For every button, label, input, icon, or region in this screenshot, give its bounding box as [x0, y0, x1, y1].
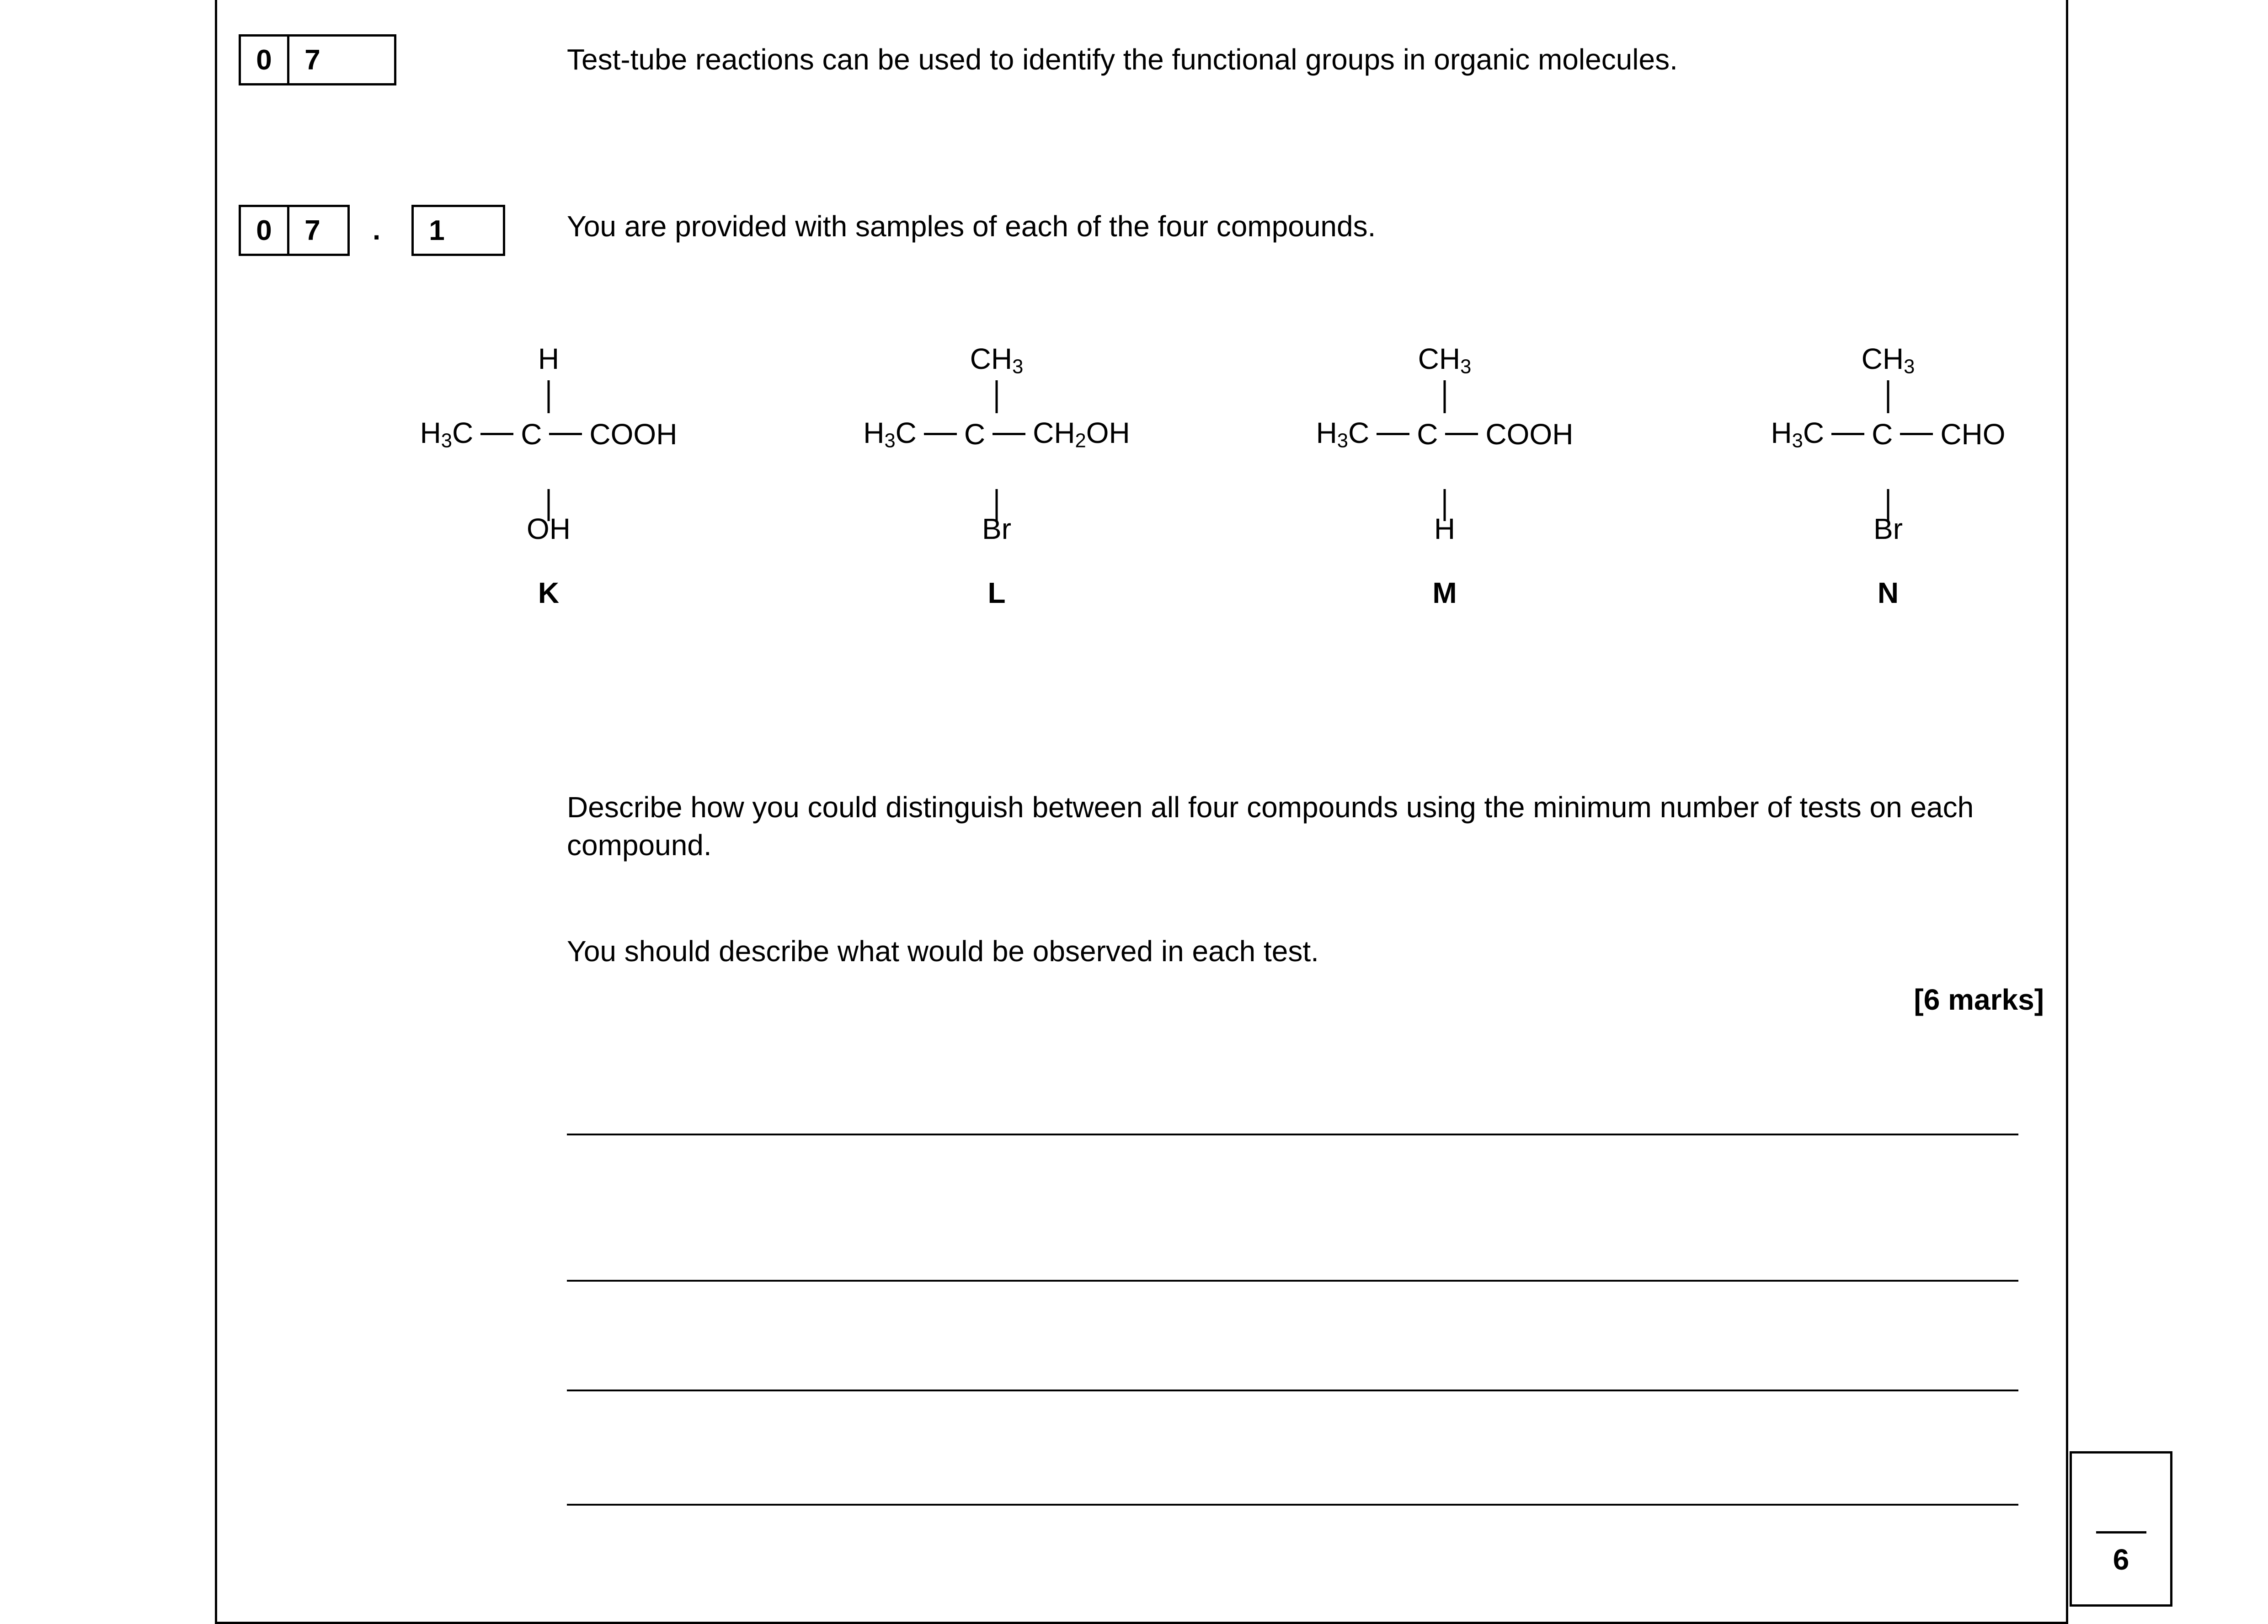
structure-k-bond-left: [480, 433, 513, 435]
page-frame-lower: [215, 1234, 2068, 1624]
structure-k: [329, 338, 768, 667]
structure-n-right-group: CHO: [1940, 417, 2006, 451]
structure-m: [1225, 338, 1664, 667]
structure-k-bond-right: [549, 433, 582, 435]
subquestion-dot: .: [373, 214, 381, 246]
structure-n-main-chain: [1669, 416, 2108, 453]
structure-l-top-group: $CH_3$: [970, 342, 1024, 378]
question-digit-2: 7: [287, 37, 336, 83]
structure-k-top-group: [329, 342, 768, 376]
answer-line-2[interactable]: [567, 1280, 2018, 1282]
answer-line-1[interactable]: [567, 1134, 2018, 1135]
structure-k-right-group: COOH: [589, 417, 678, 451]
structure-m-main-chain: [1225, 416, 1664, 453]
structure-n-left-group: $H_3C$: [1771, 416, 1825, 452]
structure-k-top-text: H: [538, 342, 560, 375]
structure-n-centre-atom: C: [1872, 417, 1893, 451]
question-stem: Test-tube reactions can be used to identify the functional groups in organic molecules.: [567, 43, 1678, 76]
structure-m-bond-right: [1445, 433, 1478, 435]
question-number-box: [239, 34, 396, 85]
structure-l-label: L: [987, 576, 1006, 609]
structure-n-bond-up: [1887, 380, 1889, 413]
structure-l-bond-right: [993, 433, 1025, 435]
subquestion-part-digit: 1: [429, 214, 445, 246]
structure-n: [1669, 338, 2108, 667]
structure-k-centre-atom: C: [521, 417, 542, 451]
structure-diagram-row: [293, 338, 2057, 667]
structure-n-bond-left: [1831, 433, 1864, 435]
marks-total-value: 6: [2113, 1543, 2129, 1576]
instruction-observe: You should describe what would be observed in each test.: [567, 935, 1319, 968]
structure-m-bottom-group: H: [1434, 512, 1456, 545]
marks-total-divider: [2096, 1531, 2146, 1533]
structure-l-bond-left: [924, 433, 957, 435]
structure-n-label: N: [1877, 576, 1899, 609]
structure-l-right-group: $CH_2OH$: [1033, 416, 1130, 452]
structure-k-label: K: [538, 576, 560, 609]
structure-n-top-group: $CH_3$: [1861, 342, 1915, 378]
subquestion-part-box: [411, 205, 505, 256]
subquestion-digit-2: 7: [287, 207, 336, 254]
marks-allocation: [6 marks]: [1914, 983, 2044, 1016]
structure-m-centre-atom: C: [1417, 417, 1438, 451]
structure-m-right-group: COOH: [1485, 417, 1574, 451]
question-digit-1: 0: [256, 44, 272, 76]
subquestion-number-box: [239, 205, 350, 256]
marks-total-box: [2070, 1451, 2172, 1607]
structure-l-main-chain: [777, 416, 1216, 453]
structure-k-bond-up: [548, 380, 550, 413]
structure-l-left-group: $H_3C$: [863, 416, 917, 452]
structure-m-label: M: [1432, 576, 1457, 609]
structure-l-bottom-group: Br: [982, 512, 1011, 545]
structure-k-bottom-group: OH: [527, 512, 571, 545]
structure-n-bond-right: [1900, 433, 1933, 435]
structure-l-bond-up: [996, 380, 998, 413]
structure-l: [777, 338, 1216, 667]
structure-m-bond-up: [1444, 380, 1446, 413]
structure-k-main-chain: [329, 416, 768, 453]
structure-n-bottom-group: Br: [1873, 512, 1903, 545]
answer-line-3[interactable]: [567, 1390, 2018, 1391]
structure-m-bond-left: [1377, 433, 1409, 435]
structure-l-centre-atom: C: [964, 417, 986, 451]
instruction-describe: Describe how you could distinguish between all four compounds using the minimum number of tests on each compound.: [567, 791, 1974, 862]
structure-m-left-group: $H_3C$: [1316, 416, 1370, 452]
subquestion-digit-1: 0: [256, 214, 272, 246]
answer-line-4[interactable]: [567, 1504, 2018, 1506]
subquestion-stem: You are provided with samples of each of the four compounds.: [567, 210, 1376, 243]
structure-m-top-group: $CH_3$: [1418, 342, 1472, 378]
structure-k-left-group: $H_3C$: [420, 416, 474, 452]
